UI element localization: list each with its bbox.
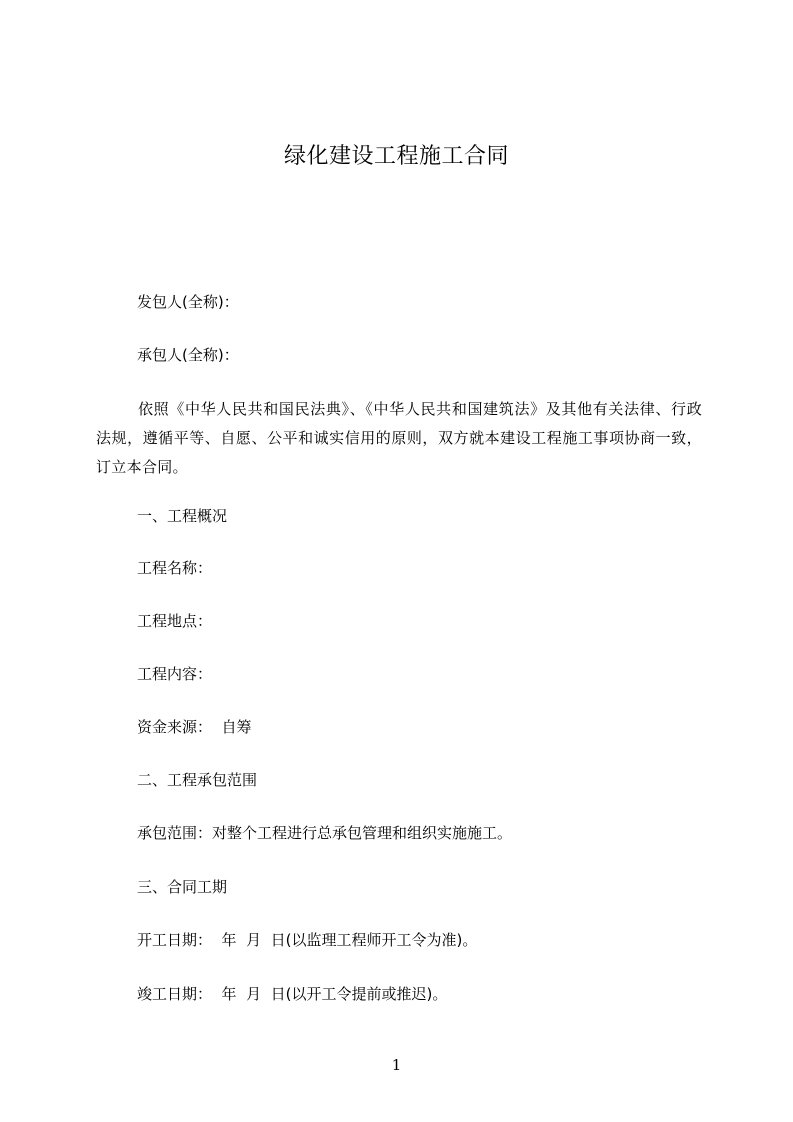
preamble-paragraph: 依照《中华人民共和国民法典》、《中华人民共和国建筑法》及其他有关法律、行政法规，遵循平等、自愿、公平和诚实信用的原则，双方就本建设工程施工事项协商一致，订立本合同。: [96, 400, 702, 476]
section-heading-overview: 一、工程概况: [137, 507, 228, 525]
funding-source-field: 资金来源： 自筹: [137, 718, 252, 736]
project-location-field: 工程地点：: [137, 612, 213, 630]
section-heading-period: 三、合同工期: [137, 878, 228, 896]
scope-text: 承包范围：对整个工程进行总承包管理和组织实施施工。: [137, 824, 513, 842]
project-content-field: 工程内容：: [137, 665, 213, 683]
page-number: 1: [391, 1056, 402, 1074]
contractor-label: 承包人(全称)：: [137, 346, 239, 364]
employer-label: 发包人(全称)：: [137, 293, 239, 311]
start-date-field: 开工日期： 年 月 日(以监理工程师开工令为准)。: [137, 931, 478, 949]
document-title: 绿化建设工程施工合同: [283, 144, 509, 169]
section-heading-scope: 二、工程承包范围: [137, 771, 258, 789]
project-name-field: 工程名称：: [137, 559, 213, 577]
completion-date-field: 竣工日期： 年 月 日(以开工令提前或推迟)。: [137, 985, 448, 1003]
